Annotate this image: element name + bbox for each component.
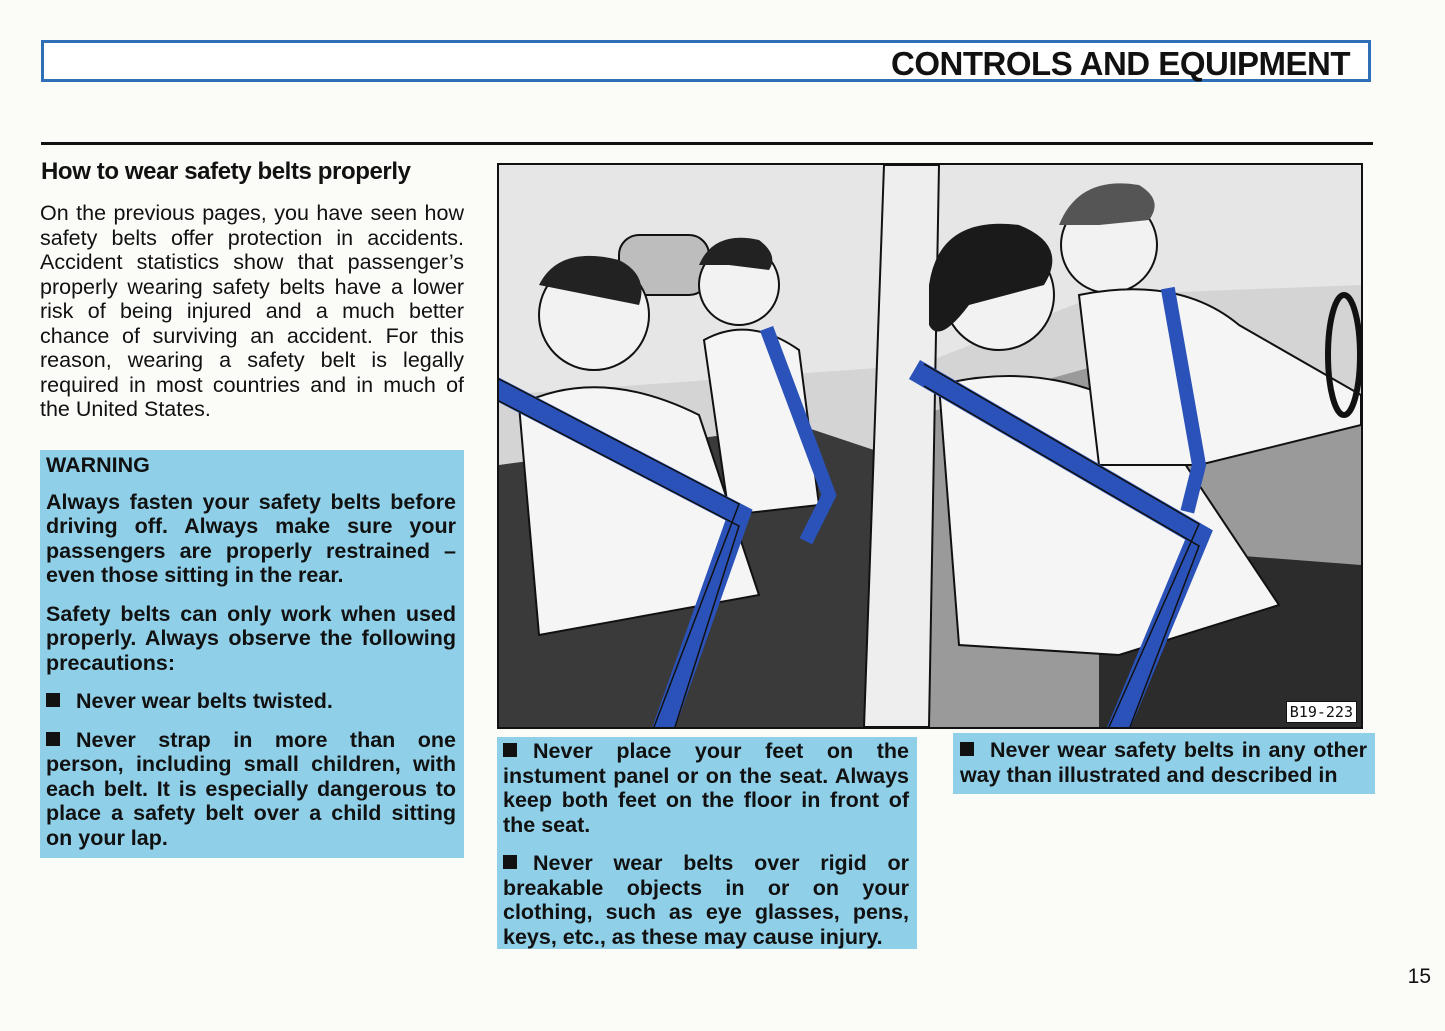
warning-paragraph-1: Always fasten your safety belts before driving off. Always make sure your passengers are properly restrained – even those sitting in the rear. (46, 489, 456, 587)
precautions-box-middle (497, 737, 917, 949)
right-bullet-1 (960, 738, 1367, 787)
middle-bullet-1 (503, 739, 909, 837)
middle-bullet-2-text: Never wear belts over rigid or breakable objects in or on your clothing, such as eye glasses, pens, keys, etc., as these may cause injury. (503, 851, 909, 949)
warning-title: WARNING (46, 453, 150, 477)
page-number: 15 (1407, 965, 1431, 988)
warning-bullet-2 (46, 728, 456, 851)
bullet-square-icon (503, 855, 517, 869)
warning-bullet-1 (46, 689, 456, 714)
intro-paragraph: On the previous pages, you have seen how safety belts offer protection in accidents. Accident statistics show that passenger’s properly wearing safety belts have a lower risk of being injured and a much better chance of surviving an accident. For this reason, wearing a safety belt is legally required in most countries and in much of the United States. (40, 201, 464, 421)
illustration-drawing (499, 165, 1361, 727)
warning-bullet-1-text: Never wear belts twisted. (76, 689, 333, 713)
precautions-box-right (953, 733, 1375, 794)
page-heading: How to wear safety belts properly (41, 158, 411, 185)
illustration-seatbelts (497, 163, 1363, 729)
warning-bullet-2-text: Never strap in more than one person, including small children, with each belt. It is especially dangerous to place a safety belt over a child sitting on your lap. (46, 727, 456, 850)
warning-paragraph-2: Safety belts can only work when used properly. Always observe the following precautions: (46, 601, 456, 675)
section-header (41, 40, 1371, 82)
middle-bullet-2 (503, 851, 909, 949)
figure-label: B19-223 (1286, 701, 1357, 723)
section-title: CONTROLS AND EQUIPMENT (891, 45, 1350, 82)
bullet-square-icon (503, 743, 517, 757)
bullet-square-icon (960, 742, 974, 756)
warning-box (40, 450, 464, 858)
middle-bullet-1-text: Never place your feet on the instument panel or on the seat. Always keep both feet on the floor in front of the seat. (503, 739, 909, 837)
bullet-square-icon (46, 693, 60, 707)
right-bullet-1-text: Never wear safety belts in any other way than illustrated and described in (960, 738, 1367, 787)
bullet-square-icon (46, 732, 60, 746)
divider-rule (41, 142, 1373, 145)
